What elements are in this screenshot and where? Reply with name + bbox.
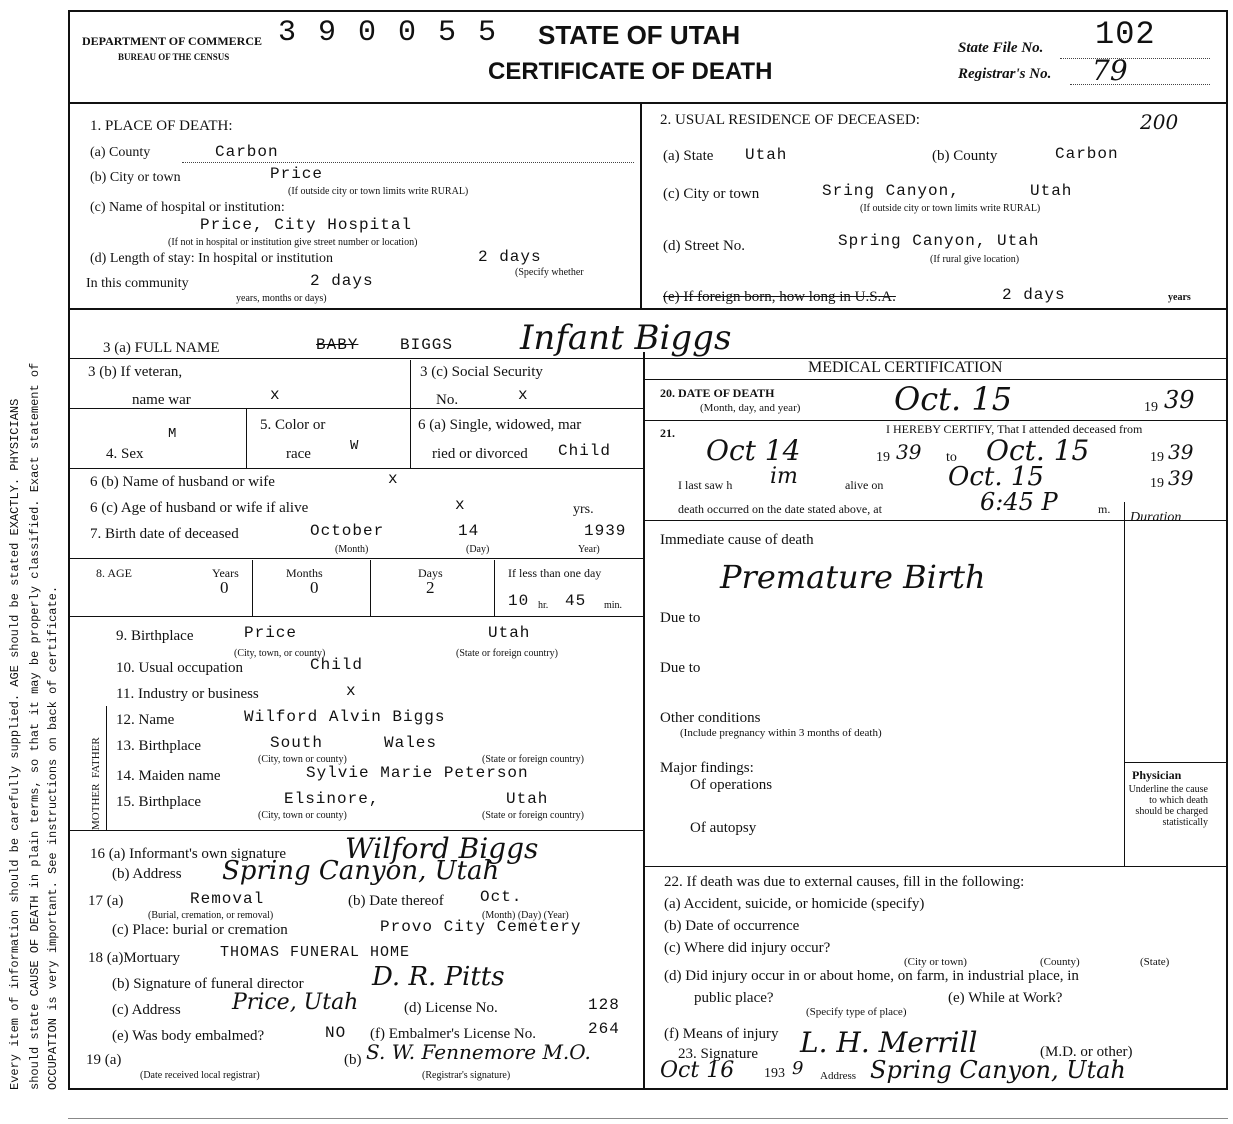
operations-label: Of operations <box>690 777 773 793</box>
certify-text: I HEREBY CERTIFY, That I attended deceased from <box>886 422 1143 436</box>
birth-day: 14 <box>458 522 480 540</box>
veteran-label: 3 (b) If veteran, <box>88 364 183 380</box>
certificate-title: CERTIFICATE OF DEATH <box>488 58 773 85</box>
ss-sub: No. <box>436 392 459 408</box>
birth-month-note: (Month) <box>335 544 369 555</box>
res-foreign-unit: years <box>1168 292 1191 303</box>
res-foreign-value: 2 days <box>1002 286 1066 304</box>
occupation-value: Child <box>310 656 364 674</box>
res-street-label: (d) Street No. <box>663 238 746 254</box>
sex-label: 4. Sex <box>106 446 144 462</box>
birthplace-note-1: (City, town, or county) <box>234 648 326 659</box>
embalmer-license-label: (f) Embalmer's License No. <box>370 1026 536 1042</box>
bureau-label: BUREAU OF THE CENSUS <box>118 52 230 62</box>
medical-heading: MEDICAL CERTIFICATION <box>808 359 1003 376</box>
burial-note: (Burial, cremation, or removal) <box>148 910 274 921</box>
death-date-note: (Month, day, and year) <box>700 402 801 414</box>
disposition-date-label: (b) Date thereof <box>348 893 444 909</box>
industry-value: x <box>346 682 357 700</box>
margin-instructions-line2: should state CAUSE OF DEATH in plain terms, so that it may be properly classified. Exact statement of <box>28 362 42 1090</box>
registrar-value: 79 <box>1092 54 1128 87</box>
margin-instructions-line3: OCCUPATION is very important. See instructions on back of certificate. <box>46 585 60 1090</box>
attended-from-year: 39 <box>896 440 922 464</box>
top-divider <box>640 102 642 308</box>
pod-community-label: In this community <box>86 276 189 291</box>
mother-birthplace-label: 15. Birthplace <box>116 794 201 810</box>
hr-label: hr. <box>538 600 549 611</box>
cert-number: 3 9 0 0 5 5 <box>278 16 499 50</box>
external-e-label: (e) While at Work? <box>948 990 1063 1006</box>
full-name-hand: Infant Biggs <box>520 318 732 358</box>
death-date-value: Oct. 15 <box>894 380 1013 418</box>
mother-side-label: MOTHER <box>90 783 102 830</box>
signature-address-label: Address <box>820 1070 857 1082</box>
attended-to: Oct. 15 <box>986 434 1090 467</box>
dept-label: DEPARTMENT OF COMMERCE <box>82 34 263 48</box>
last-saw-value: im <box>770 464 798 489</box>
death-date-year: 39 <box>1164 386 1195 414</box>
age-label: 8. AGE <box>96 566 132 580</box>
father-birthplace-label: 13. Birthplace <box>116 738 201 754</box>
birthplace-state: Utah <box>488 624 531 642</box>
ss-value: x <box>518 386 529 404</box>
mortuary-label: 18 (a)Mortuary <box>88 950 181 966</box>
external-c-label: (c) Where did injury occur? <box>664 940 831 956</box>
months-value: 0 <box>310 578 319 597</box>
external-f-label: (f) Means of injury <box>664 1026 779 1042</box>
days-label: Days <box>418 566 443 580</box>
birthplace-label: 9. Birthplace <box>116 628 194 644</box>
pod-county-label: (a) County <box>90 145 151 160</box>
alive-year-prefix: 19 <box>1150 476 1164 491</box>
industry-label: 11. Industry or business <box>116 686 259 702</box>
frame-right <box>1226 10 1228 1090</box>
pod-community-note: years, months or days) <box>236 293 327 304</box>
pod-stay-note: (Specify whether <box>515 267 584 278</box>
place-of-death-heading: 1. PLACE OF DEATH: <box>90 118 233 134</box>
occurred-value: 6:45 P <box>980 488 1058 516</box>
external-d-label-2: public place? <box>694 990 774 1006</box>
license-label: (d) License No. <box>404 1000 498 1016</box>
lessday-label: If less than one day <box>508 566 602 580</box>
physician-note: Underline the cause to which death should be charged statistically <box>1128 784 1208 828</box>
pod-community-value: 2 days <box>310 272 374 290</box>
main-divider <box>643 352 645 1088</box>
husband-value: x <box>388 470 399 488</box>
signature-date-year: 9 <box>792 1058 804 1079</box>
external-a-label: (a) Accident, suicide, or homicide (specify) <box>664 896 925 912</box>
registrar-sig-note: (Registrar's signature) <box>422 1070 511 1081</box>
duration-label: Duration <box>1130 510 1182 525</box>
pod-hospital-label: (c) Name of hospital or institution: <box>90 200 285 215</box>
marital-value: Child <box>558 442 612 460</box>
father-side-label: FATHER <box>90 737 102 779</box>
physician-title: Physician <box>1132 768 1182 782</box>
mother-birthplace-note-2: (State or foreign country) <box>482 810 584 821</box>
informant-addr-label: (b) Address <box>112 866 182 882</box>
other-conditions-label: Other conditions <box>660 710 761 726</box>
frame-bottom <box>68 1088 1228 1090</box>
mother-maiden-value: Sylvie Marie Peterson <box>306 764 529 782</box>
fd-address-value: Price, Utah <box>232 990 359 1015</box>
section-rule <box>68 308 1228 310</box>
informant-addr-value: Spring Canyon, Utah <box>222 856 500 886</box>
residence-heading: 2. USUAL RESIDENCE OF DECEASED: <box>660 112 920 128</box>
full-name-typed: BIGGS <box>400 336 454 354</box>
fd-address-label: (c) Address <box>112 1002 181 1018</box>
full-name-struck: BABY <box>316 336 359 354</box>
disposition-date-value: Oct. <box>480 888 523 906</box>
certify-num: 21. <box>660 426 675 440</box>
res-city-note: (If outside city or town limits write RURAL) <box>860 203 1041 214</box>
director-label: (b) Signature of funeral director <box>112 976 304 992</box>
pod-hospital-note: (If not in hospital or institution give street number or location) <box>168 237 418 248</box>
pod-hospital-value: Price, City Hospital <box>200 216 413 234</box>
death-date-year-prefix: 19 <box>1144 400 1158 415</box>
alive-value: Oct. 15 <box>948 462 1044 492</box>
res-city-label: (c) City or town <box>663 186 760 202</box>
signature-date-year-prefix: 193 <box>764 1066 785 1081</box>
disposition-date-note: (Month) (Day) (Year) <box>482 910 569 921</box>
marital-label-2: ried or divorced <box>432 446 528 462</box>
license-value: 128 <box>588 996 620 1014</box>
burial-label: 17 (a) <box>88 893 124 909</box>
mother-birthplace-note-1: (City, town or county) <box>258 810 347 821</box>
res-city-state: Utah <box>1030 182 1073 200</box>
occurred-unit: m. <box>1098 502 1111 516</box>
parent-side-label <box>90 737 102 830</box>
birth-year: 1939 <box>584 522 627 540</box>
husband-age-value: x <box>455 496 466 514</box>
major-findings-label: Major findings: <box>660 760 754 776</box>
min-value: 45 <box>565 592 587 610</box>
state-file-value: 102 <box>1095 16 1156 53</box>
header-rule <box>68 102 1228 104</box>
external-b-label: (b) Date of occurrence <box>664 918 800 934</box>
veteran-sub: name war <box>132 392 191 408</box>
res-foreign-label: (e) If foreign born, how long in U.S.A. <box>663 289 896 305</box>
signature-date: Oct 16 <box>660 1058 735 1083</box>
res-county-value: Carbon <box>1055 145 1119 163</box>
alive-year: 39 <box>1168 466 1194 490</box>
father-birthplace-state: Wales <box>384 734 438 752</box>
res-state-label: (a) State <box>663 148 714 164</box>
father-name-label: 12. Name <box>116 712 175 728</box>
attended-to-year: 39 <box>1168 440 1194 464</box>
occupation-label: 10. Usual occupation <box>116 660 244 676</box>
attended-from-year-prefix: 19 <box>876 450 890 465</box>
registrar-date-label: 19 (a) <box>86 1052 122 1068</box>
external-city-note: (City or town) <box>904 956 967 968</box>
husband-age-unit: yrs. <box>573 502 594 517</box>
burial-place-value: Provo City Cemetery <box>380 918 582 936</box>
registrar-date-note: (Date received local registrar) <box>140 1070 260 1081</box>
occurred-label: death occurred on the date stated above, at <box>678 502 882 516</box>
state-title: STATE OF UTAH <box>538 20 741 50</box>
residence-corner-number: 200 <box>1140 110 1179 134</box>
attended-from: Oct 14 <box>706 434 801 467</box>
birth-month: October <box>310 522 385 540</box>
physician-signature: L. H. Merrill <box>800 1026 978 1059</box>
external-heading: 22. If death was due to external causes, fill in the following: <box>664 874 1025 890</box>
full-name-label: 3 (a) FULL NAME <box>103 340 220 356</box>
registrar-sig-label: (b) <box>344 1052 362 1068</box>
min-label: min. <box>604 600 623 611</box>
embalmer-license-value: 264 <box>588 1020 620 1038</box>
father-name-value: Wilford Alvin Biggs <box>244 708 446 726</box>
signature-suffix: (M.D. or other) <box>1040 1044 1133 1060</box>
race-value: W <box>350 438 360 454</box>
margin-instructions-line1: Every item of information should be carefully supplied. AGE should be stated EXACTLY. PHYSICIANS <box>8 398 22 1090</box>
pod-city-label: (b) City or town <box>90 170 181 185</box>
veteran-value: x <box>270 386 281 404</box>
marital-label-1: 6 (a) Single, widowed, mar <box>418 417 582 433</box>
mortuary-value: THOMAS FUNERAL HOME <box>220 944 411 961</box>
father-birthplace-note-2: (State or foreign country) <box>482 754 584 765</box>
res-city-value: Sring Canyon, <box>822 182 960 200</box>
father-birthplace-note-1: (City, town or county) <box>258 754 347 765</box>
mother-maiden-label: 14. Maiden name <box>116 768 221 784</box>
attended-to-year-prefix: 19 <box>1150 450 1164 465</box>
pod-city-note: (If outside city or town limits write RURAL) <box>288 186 469 197</box>
birth-day-note: (Day) <box>466 544 490 555</box>
alive-label: alive on <box>845 478 884 492</box>
immediate-cause-value: Premature Birth <box>720 558 986 596</box>
ss-label: 3 (c) Social Security <box>420 364 543 380</box>
mother-birthplace-state: Utah <box>506 790 549 808</box>
pod-stay-label: (d) Length of stay: In hospital or institution <box>90 251 334 266</box>
pod-stay-value: 2 days <box>478 248 542 266</box>
due-to-1: Due to <box>660 610 701 626</box>
months-label: Months <box>286 566 323 580</box>
father-birthplace-city: South <box>270 734 324 752</box>
years-label: Years <box>212 566 239 580</box>
external-state-note: (State) <box>1140 956 1170 968</box>
due-to-2: Due to <box>660 660 701 676</box>
res-state-value: Utah <box>745 146 788 164</box>
husband-label: 6 (b) Name of husband or wife <box>90 474 275 490</box>
pod-county-value: Carbon <box>215 143 279 161</box>
embalmed-value: NO <box>325 1024 347 1042</box>
hours-value: 10 <box>508 592 530 610</box>
registrar-sig-value: S. W. Fennemore M.O. <box>366 1040 591 1064</box>
birth-year-note: Year) <box>578 544 600 555</box>
embalmed-label: (e) Was body embalmed? <box>112 1028 265 1044</box>
frame-left <box>68 10 70 1090</box>
birth-label: 7. Birth date of deceased <box>90 526 239 542</box>
signature-address-value: Spring Canyon, Utah <box>870 1056 1126 1084</box>
birthplace-note-2: (State or foreign country) <box>456 648 558 659</box>
res-street-note: (If rural give location) <box>930 254 1020 265</box>
days-value: 2 <box>426 578 435 597</box>
burial-place-label: (c) Place: burial or cremation <box>112 922 288 938</box>
bottom-rule <box>68 1118 1228 1119</box>
race-label: race <box>286 446 311 462</box>
death-date-label: 20. DATE OF DEATH <box>660 386 775 400</box>
attended-to-label: to <box>946 450 957 465</box>
color-label: 5. Color or <box>260 417 326 433</box>
years-value: 0 <box>220 578 229 597</box>
burial-value: Removal <box>190 890 265 908</box>
mother-birthplace-city: Elsinore, <box>284 790 380 808</box>
res-county-label: (b) County <box>932 148 998 164</box>
external-place-note: (Specify type of place) <box>806 1006 907 1018</box>
res-street-value: Spring Canyon, Utah <box>838 232 1040 250</box>
registrar-label: Registrar's No. <box>958 66 1052 82</box>
informant-sig-label: 16 (a) Informant's own signature <box>90 846 286 862</box>
state-file-label: State File No. <box>958 40 1044 56</box>
last-saw-label: I last saw h <box>678 478 733 492</box>
pod-city-value: Price <box>270 165 324 183</box>
other-conditions-note: (Include pregnancy within 3 months of death) <box>680 727 882 739</box>
autopsy-label: Of autopsy <box>690 820 757 836</box>
director-value: D. R. Pitts <box>372 962 505 992</box>
husband-age-label: 6 (c) Age of husband or wife if alive <box>90 500 309 516</box>
sex-value: M <box>168 426 178 442</box>
external-d-label: (d) Did injury occur in or about home, on farm, in industrial place, in <box>664 968 1079 984</box>
frame-top <box>68 10 1228 12</box>
immediate-cause-label: Immediate cause of death <box>660 532 814 548</box>
birthplace-city: Price <box>244 624 298 642</box>
signature-label: 23. Signature <box>678 1046 758 1062</box>
informant-sig-value: Wilford Biggs <box>345 832 539 865</box>
external-county-note: (County) <box>1040 956 1080 968</box>
